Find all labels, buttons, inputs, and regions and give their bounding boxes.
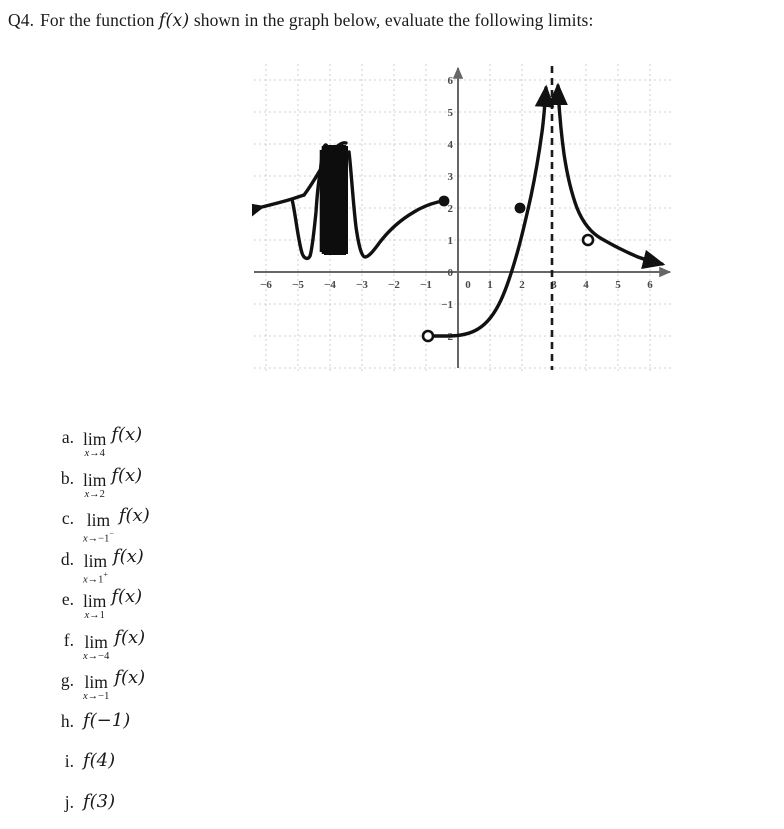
list-item xyxy=(44,464,374,500)
limit-body: f(x) xyxy=(118,505,150,526)
limit-subscript: x→4 xyxy=(84,448,105,459)
item-expression xyxy=(83,667,145,700)
limit-word: lim xyxy=(84,631,108,652)
prompt-function-notation: f(x) xyxy=(158,11,190,31)
page-title xyxy=(8,10,593,31)
function-evaluation: f(3) xyxy=(83,790,116,812)
answer-list xyxy=(44,424,374,829)
x-tick-label: 1 xyxy=(487,279,493,291)
limit-operator xyxy=(83,593,106,622)
limit-body: f(x) xyxy=(111,424,143,445)
limit-subscript: x→−1− xyxy=(83,529,114,545)
limit-subscript: x→−1 xyxy=(83,691,110,702)
grid-horizontal xyxy=(254,80,674,368)
x-tick-label: 4 xyxy=(583,279,589,291)
limit-subscript: x→1+ xyxy=(83,569,108,585)
x-tick-label: −1 xyxy=(420,279,432,291)
y-tick-label: 2 xyxy=(447,203,453,215)
y-tick-label: 6 xyxy=(447,75,453,87)
list-item xyxy=(44,748,374,779)
curve-branch-left-to-minus-one xyxy=(349,152,444,257)
list-item xyxy=(44,586,374,621)
question-number: Q4. xyxy=(8,10,35,30)
graph-svg xyxy=(252,62,676,374)
limit-body: f(x) xyxy=(112,545,144,567)
limit-word: lim xyxy=(83,591,107,611)
filled-point-minus-one-two xyxy=(439,196,450,207)
limit-operator xyxy=(83,512,114,546)
limit-operator xyxy=(83,631,110,663)
x-tick-label: 5 xyxy=(615,279,621,291)
item-expression xyxy=(83,789,115,815)
x-tick-label-origin: 0 xyxy=(465,279,471,291)
list-item xyxy=(44,667,374,702)
list-item xyxy=(44,626,374,662)
y-axis-tick-labels xyxy=(441,75,453,343)
prompt-text-before: For the function xyxy=(40,10,155,30)
x-tick-label: −4 xyxy=(324,279,336,291)
limit-subscript: x→2 xyxy=(84,488,105,500)
item-letter: g. xyxy=(60,670,74,690)
limit-word: lim xyxy=(83,550,108,571)
limit-operator xyxy=(83,431,106,460)
limit-operator xyxy=(83,550,108,587)
item-expression xyxy=(83,424,142,457)
x-tick-label: 6 xyxy=(647,279,653,291)
limit-subscript: x→1 xyxy=(84,610,105,621)
item-letter: b. xyxy=(60,467,74,488)
limit-operator xyxy=(83,674,109,703)
y-tick-label: 5 xyxy=(447,107,453,119)
y-tick-label: −1 xyxy=(441,299,453,311)
item-expression xyxy=(83,546,144,584)
curve-oscillation-region xyxy=(320,145,349,255)
x-tick-label: 3 xyxy=(551,279,557,291)
limit-word: lim xyxy=(83,469,107,490)
limit-word: lim xyxy=(83,429,107,449)
item-letter: a. xyxy=(61,427,74,447)
item-expression xyxy=(83,708,130,734)
x-axis-tick-labels xyxy=(260,279,653,291)
list-item xyxy=(44,424,374,459)
item-letter: d. xyxy=(60,548,74,569)
x-tick-label: −6 xyxy=(260,279,272,291)
y-tick-label: −2 xyxy=(441,331,453,343)
item-letter: i. xyxy=(64,751,74,771)
filled-point-two-two xyxy=(515,203,526,214)
y-tick-label: 1 xyxy=(447,235,453,247)
prompt-text-after: shown in the graph below, evaluate the following limits: xyxy=(193,10,594,30)
x-tick-label: −3 xyxy=(356,279,368,291)
y-tick-label: 3 xyxy=(447,171,453,183)
item-letter: c. xyxy=(61,508,74,528)
function-evaluation: f(4) xyxy=(83,750,116,771)
list-item xyxy=(44,545,374,585)
y-tick-label: 4 xyxy=(447,139,453,151)
item-letter: e. xyxy=(61,589,74,609)
limit-body: f(x) xyxy=(114,626,146,648)
limit-word: lim xyxy=(84,672,108,692)
x-tick-label: −5 xyxy=(292,279,304,291)
x-tick-label: 2 xyxy=(519,279,525,291)
item-expression xyxy=(83,586,142,619)
limit-word: lim xyxy=(86,510,111,530)
x-tick-label: −2 xyxy=(388,279,400,291)
limit-operator xyxy=(83,469,107,501)
curve-dip-near-minus-five xyxy=(292,174,320,258)
item-expression xyxy=(83,627,145,660)
limit-body: f(x) xyxy=(111,586,143,607)
item-expression xyxy=(83,465,142,498)
item-expression xyxy=(83,748,115,774)
limit-body: f(x) xyxy=(114,667,146,688)
item-letter: j. xyxy=(64,791,74,812)
list-item xyxy=(44,708,374,739)
item-letter: h. xyxy=(60,710,74,731)
limit-subscript: x→−4 xyxy=(83,650,110,662)
limit-body: f(x) xyxy=(111,464,143,486)
open-point-four-one xyxy=(583,235,593,245)
list-item xyxy=(44,505,374,545)
open-point-minus-one-minus-two xyxy=(423,331,433,341)
item-letter: f. xyxy=(63,629,74,650)
item-expression xyxy=(83,505,150,543)
list-item xyxy=(44,789,374,820)
function-graph xyxy=(252,62,676,374)
function-evaluation: f(−1) xyxy=(83,709,131,731)
y-tick-label-origin: 0 xyxy=(447,267,453,279)
